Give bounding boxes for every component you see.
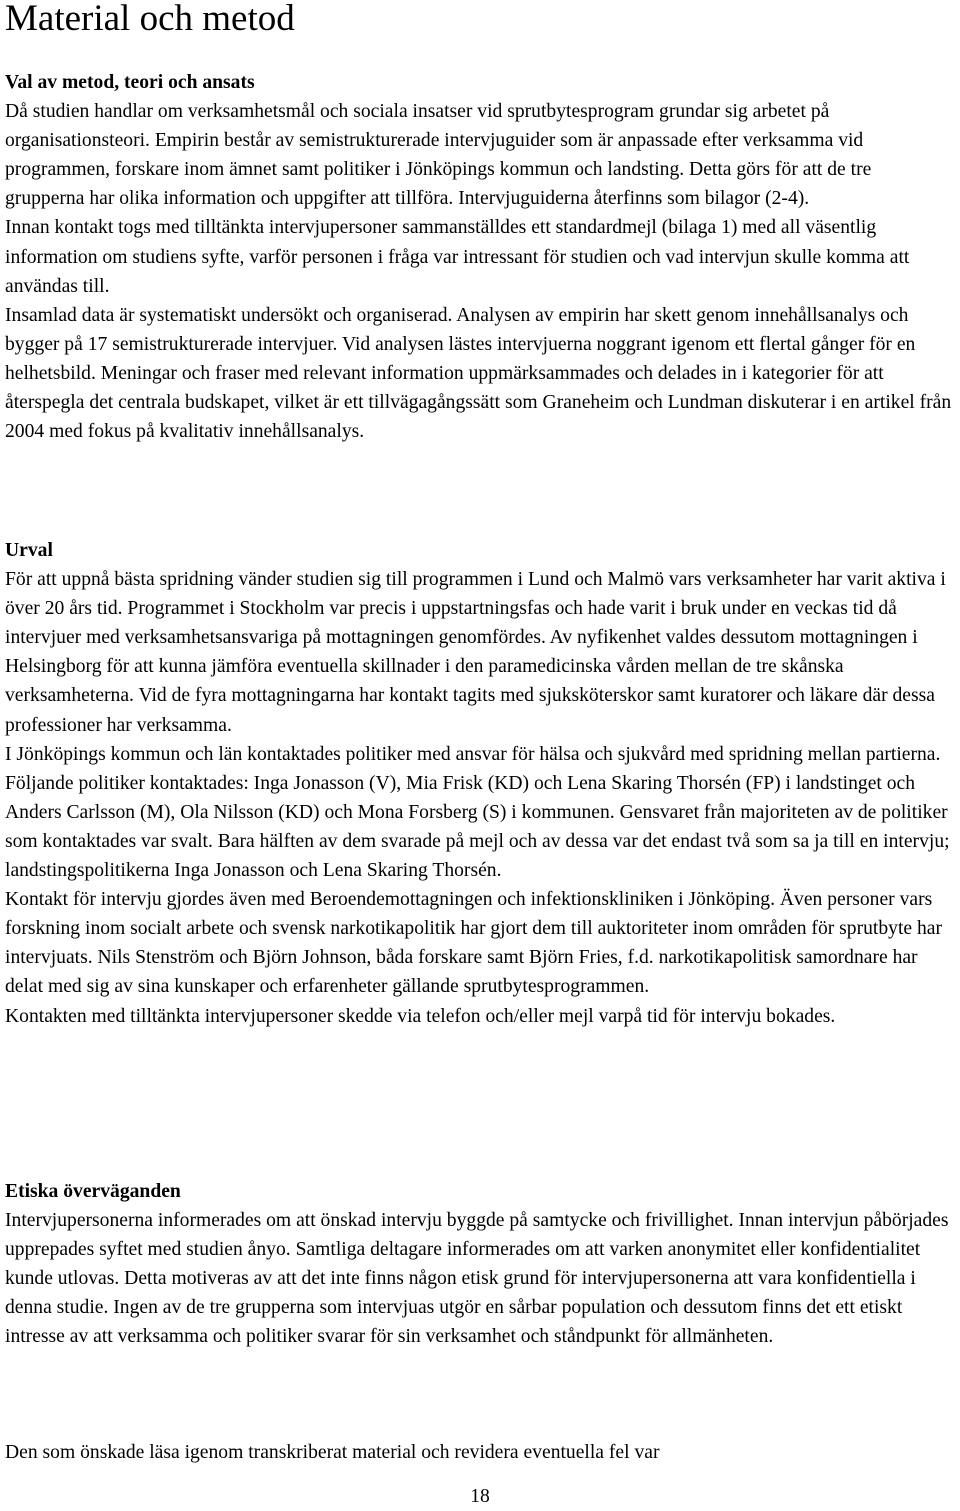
paragraph: Kontakten med tilltänkta intervjupersoner skedde via telefon och/eller mejl varpå tid för intervju bokades. xyxy=(5,1005,836,1027)
section-selection xyxy=(5,536,955,1031)
section-ethics xyxy=(5,1177,955,1352)
page-number: 18 xyxy=(470,1486,490,1507)
paragraph: Intervjupersonerna informerades om att önskad intervju byggde på samtycke och frivillighet. Innan intervjun påbörjades upprepades syftet med studien ånyo. Samtliga deltagare informerades om att varken anonymitet eller konfidentialitet kunde utlovas. Detta motiveras av att det inte finns någon etisk grund för intervjupersonerna att vara konfidentiella i denna studie. Ingen av de tre grupperna som intervjuas utgör en sårbar population och dessutom finns det ett etiskt intresse av att verksamma och politiker svarar för sin verksamhet och ståndpunkt för allmänheten. xyxy=(5,1210,949,1348)
trailing-paragraph: Den som önskade läsa igenom transkriberat material och revidera eventuella fel var xyxy=(5,1442,660,1463)
page-title: Material och metod xyxy=(5,0,295,39)
section-heading-selection: Urval xyxy=(5,540,53,561)
paragraph: Då studien handlar om verksamhetsmål och sociala insatser vid sprutbytesprogram grundar sig arbetet på organisationsteori. Empirin består av semistrukturerade intervjuguider som är anpassade efter verksamma vid programmen, forskare inom ämnet samt politiker i Jönköpings kommun och landsting. Detta görs för att de tre grupperna har olika information och uppgifter att tillföra. Intervjuguiderna återfinns som bilagor (2-4). xyxy=(5,101,872,210)
paragraph: Kontakt för intervju gjordes även med Beroendemottagningen och infektionskliniken i Jönköping. Även personer vars forskning inom socialt arbete och svensk narkotikapolitik har gjort dem till auktoriteter inom områden för sprutbyte har intervjuats. Nils Stenström och Björn Johnson, båda forskare samt Björn Fries, f.d. narkotikapolitisk samordnare har delat med sig av sina kunskaper och erfarenheter gällande sprutbytesprogrammen. xyxy=(5,889,942,998)
section-method xyxy=(5,68,955,446)
paragraph: I Jönköpings kommun och län kontaktades politiker med ansvar för hälsa och sjukvård med spridning mellan partierna. Följande politiker kontaktades: Inga Jonasson (V), Mia Frisk (KD) och Lena Skaring Thorsén (FP) i landstinget och Anders Carlsson (M), Ola Nilsson (KD) och Mona Forsberg (S) i kommunen. Gensvaret från majoriteten av de politiker som kontaktades var svalt. Bara hälften av dem svarade på mejl och av dessa var det endast två som sa ja till en intervju; landstingspolitikerna Inga Jonasson och Lena Skaring Thorsén. xyxy=(5,743,950,882)
paragraph: Insamlad data är systematiskt undersökt och organiserad. Analysen av empirin har skett genom innehållsanalys och bygger på 17 semistrukturerade intervjuer. Vid analysen lästes intervjuerna noggrant igenom ett flertal gånger för en helhetsbild. Meningar och fraser med relevant information uppmärksammades och delades in i kategorier för att återspegla det centrala budskapet, vilket är ett tillvägagångssätt som Graneheim och Lundman diskuterar i en artikel från 2004 med fokus på kvalitativ innehållsanalys. xyxy=(5,304,952,443)
section-heading-method: Val av metod, teori och ansats xyxy=(5,72,255,93)
section-heading-ethics: Etiska överväganden xyxy=(5,1181,181,1202)
paragraph: För att uppnå bästa spridning vänder studien sig till programmen i Lund och Malmö vars verksamheter har varit aktiva i över 20 års tid. Programmet i Stockholm var precis i uppstartningsfas och hade varit i bruk under en veckas tid då intervjuer med verksamhetsansvariga på mottagningen genomfördes. Av nyfikenhet valdes dessutom mottagningen i Helsingborg för att kunna jämföra eventuella skillnader i den paramedicinska vården mellan de tre skånska verksamheterna. Vid de fyra mottagningarna har kontakt tagits med sjuksköterskor samt kuratorer och läkare där dessa professioner har verksamma. xyxy=(5,569,946,736)
document-page xyxy=(5,0,955,1463)
paragraph: Innan kontakt togs med tilltänkta intervjupersoner sammanställdes ett standardmejl (bilaga 1) med all väsentlig information om studiens syfte, varför personen i fråga var intressant för studien och vad intervjun skulle komma att användas till. xyxy=(5,217,910,297)
